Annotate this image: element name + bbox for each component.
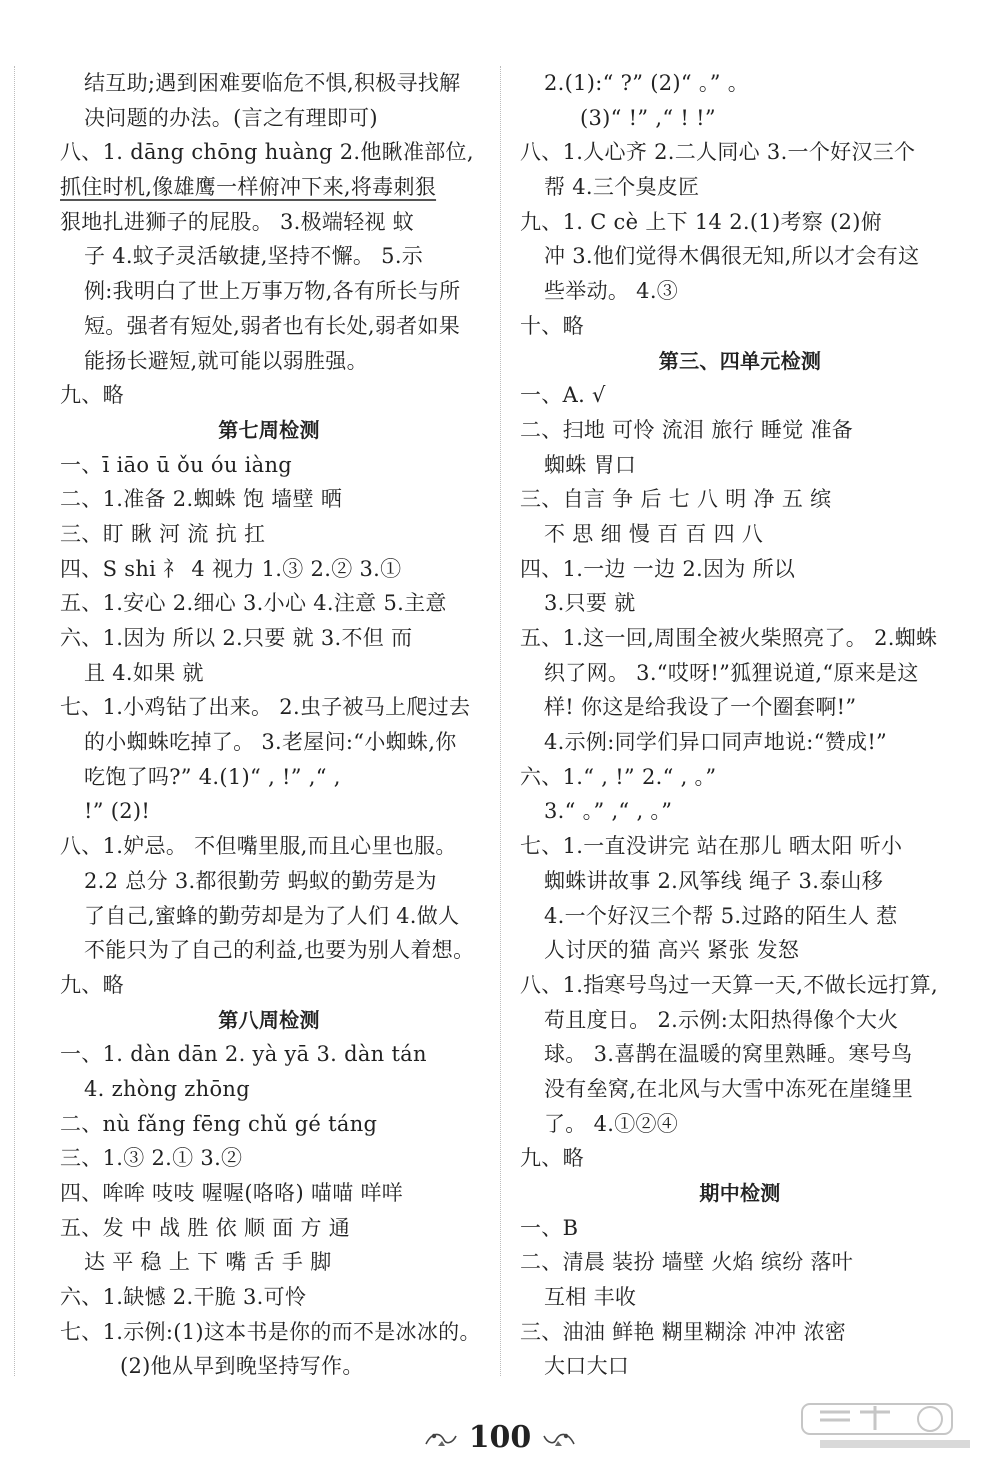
answer-line <box>520 517 960 552</box>
answer-text: 九、略 <box>60 383 124 408</box>
answer-line <box>520 552 960 587</box>
answer-text: 九、略 <box>520 1146 584 1171</box>
answer-line <box>60 135 478 170</box>
answer-text: 五、1.安心 2.细心 3.小心 4.注意 5.主意 <box>60 591 447 616</box>
answer-line <box>520 794 960 829</box>
answer-line <box>60 1037 478 1072</box>
answer-text: 一、B <box>520 1215 579 1240</box>
answer-text: 2.(1):“ ?” (2)“ 。” 。 <box>544 71 750 95</box>
answer-text: 短。强者有短处,弱者也有长处,弱者如果 <box>84 313 461 338</box>
answer-line <box>60 1176 478 1211</box>
answer-text: 期中检测 <box>699 1181 781 1205</box>
answer-line <box>60 378 478 413</box>
answer-text: 八、1. dāng chōng huàng 2.他瞅准部位, <box>60 140 474 165</box>
answer-line <box>520 1245 960 1280</box>
answer-text: 狠地扎进狮子的屁股。 3.极端轻视 蚊 <box>60 209 415 234</box>
answer-text: 能扬长避短,就可能以弱胜强。 <box>84 348 368 373</box>
answer-text: 苟且度日。 2.示例:太阳热得像个大火 <box>544 1007 899 1032</box>
answer-line <box>60 344 478 379</box>
answer-text: 2.2 总分 3.都很勤劳 蚂蚁的勤劳是为 <box>84 868 437 893</box>
answer-text: !” (2)! <box>84 799 151 824</box>
section-heading <box>60 1003 478 1038</box>
answer-line <box>60 968 478 1003</box>
answer-text: 了自己,蜜蜂的勤劳却是为了人们 4.做人 <box>84 903 460 928</box>
answer-line <box>520 760 960 795</box>
answer-line <box>60 933 478 968</box>
answer-text: 球。 3.喜鹊在温暖的窝里熟睡。寒号鸟 <box>544 1042 913 1067</box>
answer-text: 三、自言 争 后 七 八 明 净 五 缤 <box>520 487 832 512</box>
answer-text: 些举动。 4.③ <box>544 279 679 304</box>
answer-text: 七、1.示例:(1)这本书是你的而不是冰冰的。 <box>60 1319 481 1344</box>
answer-text: 第七周检测 <box>218 417 320 442</box>
answer-line <box>60 101 478 136</box>
answer-text: 结互助;遇到困难要临危不惧,积极寻找解 <box>84 71 461 95</box>
answer-line <box>60 66 478 101</box>
answer-line <box>520 1211 960 1246</box>
answer-line <box>520 864 960 899</box>
right-flourish-icon <box>542 1428 576 1450</box>
answer-text: 例:我明白了世上万事万物,各有所长与所 <box>84 279 461 304</box>
answer-text: 三、油油 鲜艳 糊里糊涂 冲冲 浓密 <box>520 1319 847 1344</box>
answer-text: 一、A. √ <box>520 383 606 408</box>
answer-text: 3.只要 就 <box>544 591 636 616</box>
answer-line <box>60 864 478 899</box>
answer-text: 不能只为了自己的利益,也要为别人着想。 <box>84 938 475 963</box>
answer-line <box>60 1141 478 1176</box>
answer-line <box>60 1072 478 1107</box>
answer-text: 六、1.因为 所以 2.只要 就 3.不但 而 <box>60 626 413 650</box>
answer-text: 互相 丰收 <box>544 1285 637 1310</box>
answer-text: 了。 4.①②④ <box>544 1111 679 1136</box>
answer-text: 4. zhòng zhōng <box>84 1076 250 1101</box>
answer-text: 六、1.缺憾 2.干脆 3.可怜 <box>60 1285 307 1310</box>
answer-line <box>520 968 960 1003</box>
section-heading <box>520 344 960 379</box>
answer-text: 八、1.妒忌。 不但嘴里服,而且心里也服。 <box>60 834 457 859</box>
answer-line <box>520 1003 960 1038</box>
answer-text: 4.示例:同学们异口同声地说:“赞成!” <box>544 730 888 755</box>
answer-line <box>520 239 960 274</box>
answer-text: 人讨厌的猫 高兴 紧张 发怒 <box>544 938 800 963</box>
answer-text: 样! 你这是给我设了一个圈套啊!” <box>544 695 857 720</box>
answer-line <box>520 725 960 760</box>
answer-line <box>520 933 960 968</box>
left-answer-column <box>60 66 481 1384</box>
answer-text: 且 4.如果 就 <box>84 660 204 685</box>
answer-line <box>520 205 960 240</box>
answer-text: 帮 4.三个臭皮匠 <box>544 175 700 200</box>
column-divider <box>500 66 501 1376</box>
answer-text: 的小蜘蛛吃掉了。 3.老屋问:“小蜘蛛,你 <box>84 730 457 755</box>
answer-text: 七、1.一直没讲完 站在那儿 晒太阳 听小 <box>520 834 903 859</box>
answer-line <box>520 309 960 344</box>
answer-line <box>520 829 960 864</box>
answer-text: 子 4.蚊子灵活敏捷,坚持不懈。 5.示 <box>84 244 424 269</box>
answer-line <box>520 656 960 691</box>
answer-text: 四、S shi 礻 4 视力 1.③ 2.② 3.① <box>60 556 402 581</box>
answer-line <box>520 621 960 656</box>
answer-line <box>60 274 478 309</box>
answer-text: 没有垒窝,在北风与大雪中冻死在崖缝里 <box>544 1076 914 1101</box>
answer-line <box>520 66 960 101</box>
answer-line <box>520 586 960 621</box>
answer-line <box>60 690 478 725</box>
answer-text: 二、1.准备 2.蜘蛛 饱 墙壁 晒 <box>60 487 343 512</box>
answer-text: 不 思 细 慢 百 百 四 八 <box>544 521 764 546</box>
answer-line <box>520 899 960 934</box>
answer-line <box>60 205 478 240</box>
answer-line <box>60 1107 478 1142</box>
answer-text: 冲 3.他们觉得木偶很无知,所以才会有这 <box>544 244 920 269</box>
answer-line <box>60 1245 478 1280</box>
answer-text: 五、发 中 战 胜 依 顺 面 方 通 <box>60 1215 351 1240</box>
answer-text: 决问题的办法。(言之有理即可) <box>84 105 378 130</box>
answer-line <box>520 1141 960 1176</box>
answer-line <box>520 1315 960 1350</box>
answer-line <box>60 656 478 691</box>
answer-line <box>60 1280 478 1315</box>
answer-text: 四、1.一边 一边 2.因为 所以 <box>520 556 796 581</box>
answer-line <box>60 170 478 205</box>
answer-text: 3.“ 。” ,“ , 。” <box>544 799 673 824</box>
left-flourish-icon <box>424 1428 458 1450</box>
answer-line <box>520 378 960 413</box>
answer-text: 第三、四单元检测 <box>658 348 822 373</box>
answer-text: 四、哞哞 吱吱 喔喔(咯咯) 喵喵 咩咩 <box>60 1181 404 1205</box>
answer-text: 大口大口 <box>544 1354 630 1379</box>
answer-line <box>60 517 478 552</box>
answer-text: 织了网。 3.“哎呀!”狐狸说道,“原来是这 <box>544 660 919 685</box>
answer-line <box>60 621 478 656</box>
answer-text: 蜘蛛 胃口 <box>544 452 637 477</box>
answer-line <box>520 1107 960 1142</box>
answer-line <box>520 101 960 136</box>
answer-text: 一、ī iāo ū ǒu óu iàng <box>60 452 293 477</box>
answer-text: 抓住时机,像雄鹰一样俯冲下来,将毒刺狠 <box>60 175 437 200</box>
answer-text: 十、略 <box>520 313 584 338</box>
page-number: 100 <box>468 1420 532 1455</box>
answer-line <box>60 725 478 760</box>
answer-line <box>520 482 960 517</box>
answer-text: 第八周检测 <box>218 1007 320 1032</box>
watermark-logo <box>800 1400 990 1460</box>
answer-text: 一、1. dàn dān 2. yà yā 3. dàn tán <box>60 1042 427 1067</box>
answer-line <box>60 1349 478 1384</box>
answer-line <box>520 413 960 448</box>
answer-line <box>60 482 478 517</box>
answer-line <box>520 135 960 170</box>
answer-text: 二、nù fǎng fēng chǔ gé táng <box>60 1111 378 1136</box>
answer-line <box>60 309 478 344</box>
answer-line <box>520 274 960 309</box>
answer-line <box>60 239 478 274</box>
answer-line <box>520 690 960 725</box>
answer-text: 二、扫地 可怜 流泪 旅行 睡觉 准备 <box>520 417 854 442</box>
answer-text: 4.一个好汉三个帮 5.过路的陌生人 惹 <box>544 903 898 928</box>
answer-text: 二、清晨 装扮 墙壁 火焰 缤纷 落叶 <box>520 1250 854 1275</box>
right-answer-column <box>520 66 960 1384</box>
answer-text: 六、1.“ , !” 2.“ , 。” <box>520 764 717 789</box>
answer-text: 八、1.人心齐 2.二人同心 3.一个好汉三个 <box>520 140 916 165</box>
answer-text: 达 平 稳 上 下 嘴 舌 手 脚 <box>84 1250 332 1275</box>
answer-text: 五、1.这一回,周围全被火柴照亮了。 2.蜘蛛 <box>520 626 938 650</box>
answer-text: (3)“ !” ,“ ! !” <box>580 105 716 130</box>
answer-line <box>520 170 960 205</box>
answer-line <box>60 1315 481 1350</box>
answer-line <box>60 760 478 795</box>
answer-line <box>60 794 478 829</box>
answer-text: 九、1. C cè 上下 14 2.(1)考察 (2)俯 <box>520 209 882 234</box>
section-heading <box>520 1176 960 1211</box>
answer-line <box>520 1037 960 1072</box>
answer-line <box>60 899 478 934</box>
answer-text: 三、1.③ 2.① 3.② <box>60 1146 243 1171</box>
answer-text: 七、1.小鸡钻了出来。 2.虫子被马上爬过去 <box>60 695 471 720</box>
answer-line <box>60 829 478 864</box>
section-heading <box>60 413 478 448</box>
answer-line <box>60 1211 478 1246</box>
answer-text: 蜘蛛讲故事 2.风筝线 绳子 3.泰山移 <box>544 868 884 893</box>
left-margin-rule <box>14 66 15 1376</box>
answer-line <box>60 552 478 587</box>
answer-text: (2)他从早到晚坚持写作。 <box>120 1354 364 1379</box>
answer-line <box>60 586 478 621</box>
answer-text: 三、盯 瞅 河 流 抗 扛 <box>60 521 266 546</box>
answer-line <box>60 448 478 483</box>
answer-text: 八、1.指寒号鸟过一天算一天,不做长远打算, <box>520 972 938 997</box>
answer-line <box>520 448 960 483</box>
answer-line <box>520 1072 960 1107</box>
answer-text: 吃饱了吗?” 4.(1)“ , !” ,“ , <box>84 764 341 789</box>
answer-line <box>520 1349 960 1384</box>
answer-line <box>520 1280 960 1315</box>
answer-text: 九、略 <box>60 972 124 997</box>
